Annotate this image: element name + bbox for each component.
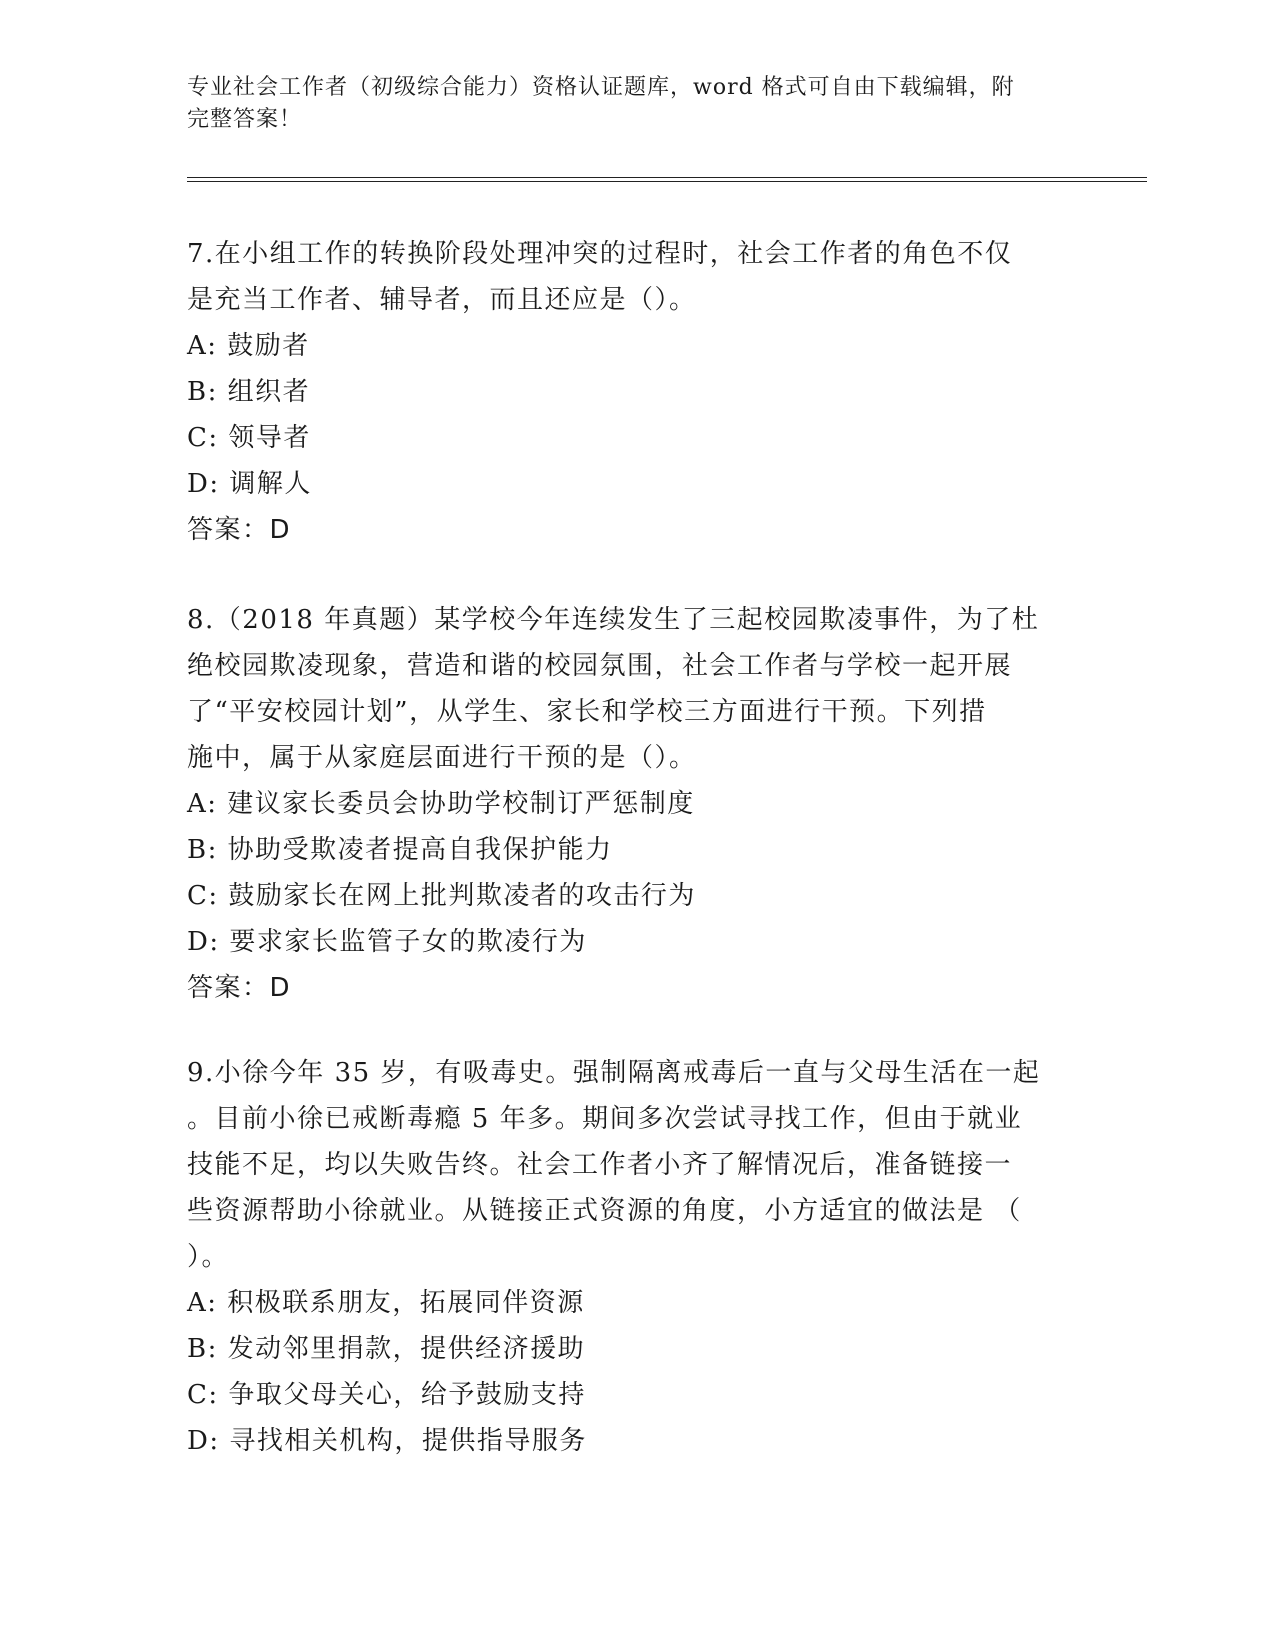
question-stem-line: 些资源帮助小徐就业。从链接正式资源的角度，小方适宜的做法是 （ xyxy=(187,1196,1022,1226)
option-a: A: 建议家长委员会协助学校制订严惩制度 xyxy=(187,789,695,819)
question-stem-line: 8.（2018 年真题）某学校今年连续发生了三起校园欺凌事件，为了杜 xyxy=(187,605,1040,635)
option-d: D: 寻找相关机构，提供指导服务 xyxy=(187,1426,587,1456)
option-b: B: 组织者 xyxy=(187,377,311,407)
answer-label: 答案：D xyxy=(187,515,292,545)
option-c: C: 鼓励家长在网上批判欺凌者的攻击行为 xyxy=(187,881,696,911)
header-divider xyxy=(187,177,1147,182)
question-7 xyxy=(187,231,1067,553)
question-stem-line: 绝校园欺凌现象，营造和谐的校园氛围，社会工作者与学校一起开展 xyxy=(187,651,1013,681)
answer-label: 答案：D xyxy=(187,973,292,1003)
option-a: A: 积极联系朋友，拓展同伴资源 xyxy=(187,1288,585,1318)
option-d: D: 要求家长监管子女的欺凌行为 xyxy=(187,927,587,957)
question-stem-line: 是充当工作者、辅导者，而且还应是（）。 xyxy=(187,285,697,315)
header-title-line-1: 专业社会工作者（初级综合能力）资格认证题库，word 格式可自由下载编辑，附 xyxy=(187,75,1015,100)
option-c: C: 争取父母关心，给予鼓励支持 xyxy=(187,1380,586,1410)
document-header xyxy=(187,72,1067,136)
question-stem-line: 7.在小组工作的转换阶段处理冲突的过程时，社会工作者的角色不仅 xyxy=(187,239,1013,269)
question-stem-line: 技能不足，均以失败告终。社会工作者小齐了解情况后，准备链接一 xyxy=(187,1150,1013,1180)
question-stem-line: 。目前小徐已戒断毒瘾 5 年多。期间多次尝试寻找工作，但由于就业 xyxy=(187,1104,1023,1134)
option-c: C: 领导者 xyxy=(187,423,311,453)
question-9 xyxy=(187,1050,1067,1464)
option-b: B: 协助受欺凌者提高自我保护能力 xyxy=(187,835,613,865)
question-stem-line: 9.小徐今年 35 岁，有吸毒史。强制隔离戒毒后一直与父母生活在一起 xyxy=(187,1058,1041,1088)
option-a: A: 鼓励者 xyxy=(187,331,310,361)
header-title-line-2: 完整答案！ xyxy=(187,107,303,132)
question-stem-line: 了“平安校园计划”，从学生、家长和学校三方面进行干预。下列措 xyxy=(187,697,987,727)
question-stem-line: ）。 xyxy=(187,1242,230,1272)
option-b: B: 发动邻里捐款，提供经济援助 xyxy=(187,1334,586,1364)
question-8 xyxy=(187,597,1067,1011)
question-stem-line: 施中，属于从家庭层面进行干预的是（）。 xyxy=(187,743,697,773)
option-d: D: 调解人 xyxy=(187,469,312,499)
